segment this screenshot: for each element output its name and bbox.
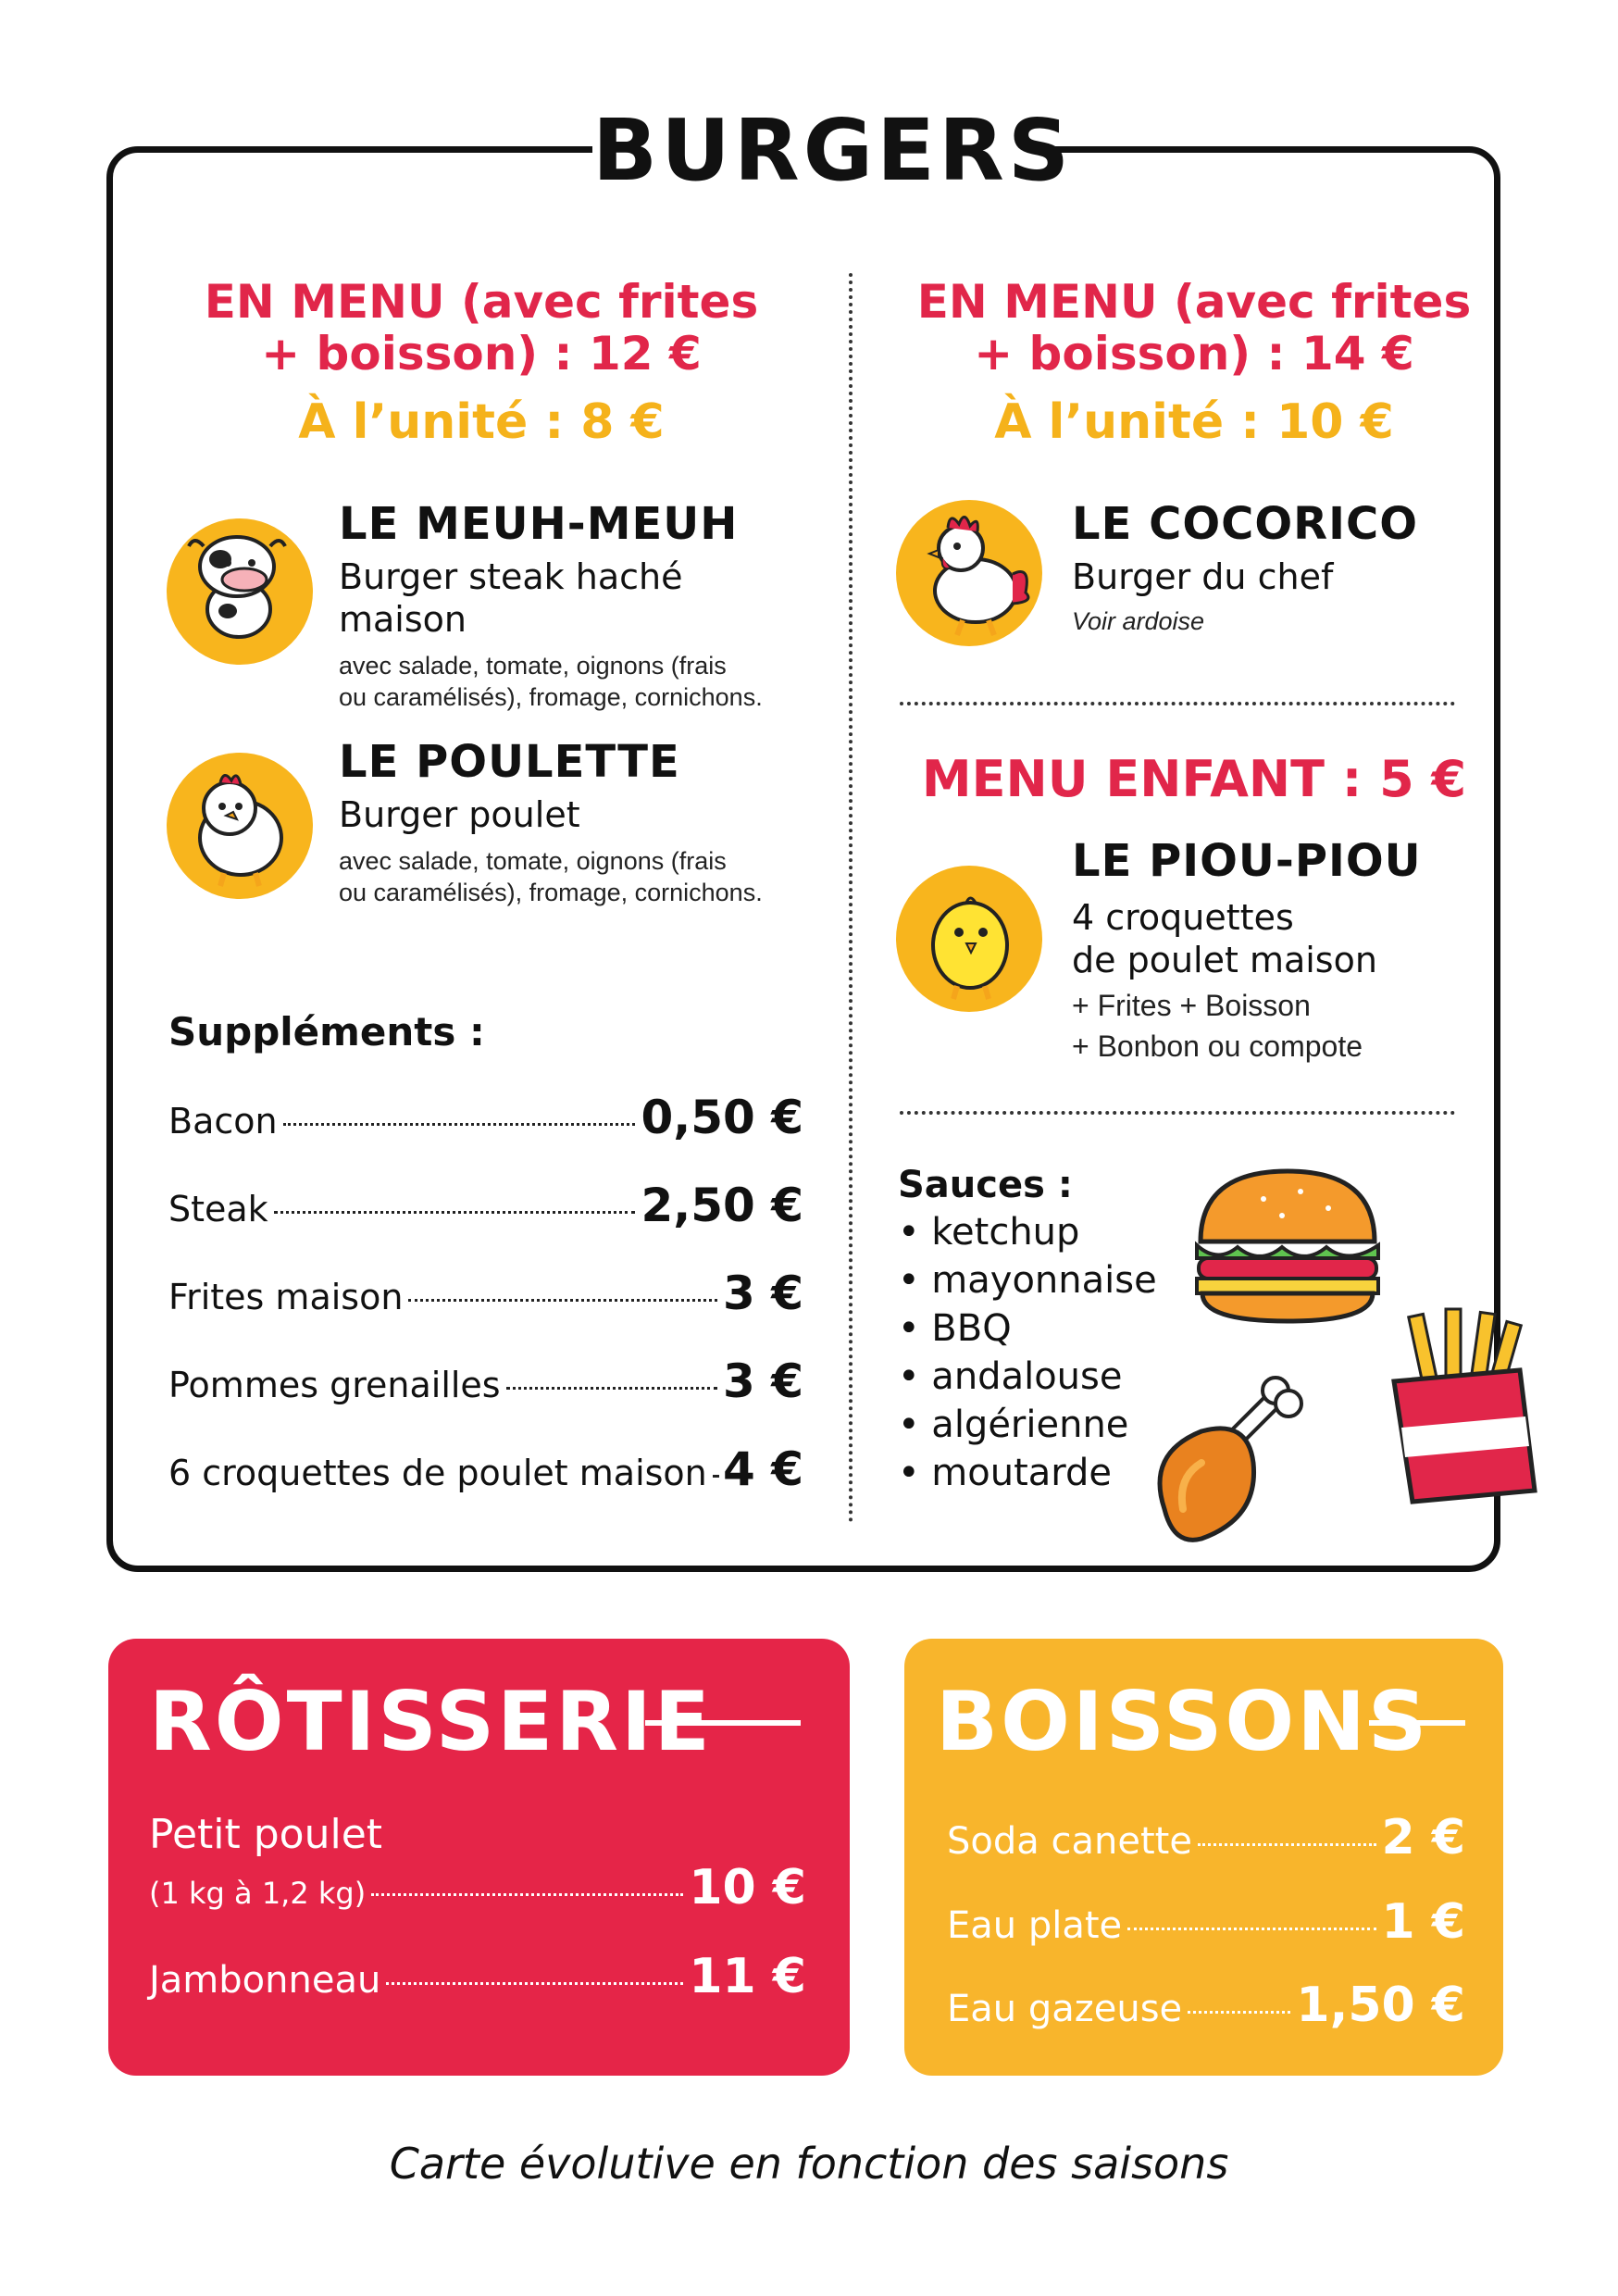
rotisserie-item-petit-poulet [149, 1810, 806, 1915]
supplement-row [168, 1179, 803, 1267]
rotisserie-box [108, 1639, 850, 2076]
dot-leader [386, 1982, 683, 1985]
hen-icon [167, 753, 313, 899]
drink-price: 1 € [1381, 1894, 1465, 1950]
drink-row [947, 1894, 1465, 1950]
item-title: LE COCORICO [1072, 498, 1418, 550]
menu-price-line1: EN MENU (avec frites [204, 275, 759, 329]
supplement-name: Frites maison [168, 1277, 404, 1317]
item-piou-piou [1072, 835, 1498, 1067]
drink-name: Eau gazeuse [947, 1988, 1183, 2030]
supplement-price: 0,50 € [641, 1091, 803, 1144]
unit-price: À l’unité : 10 € [994, 394, 1394, 450]
chick-icon [896, 866, 1042, 1012]
sauce-item: • BBQ [898, 1307, 1012, 1350]
supplement-row [168, 1354, 803, 1442]
footer-note: Carte évolutive en fonction des saisons [389, 2139, 1229, 2189]
item-name: Jambonneau [149, 1959, 381, 2002]
dot-leader [283, 1123, 636, 1126]
drink-name: Eau plate [947, 1904, 1123, 1947]
supplement-price: 4 € [723, 1442, 803, 1496]
drink-name: Soda canette [947, 1820, 1192, 1863]
section-separator [900, 702, 1455, 705]
menu-enfant-label: MENU ENFANT : 5 € [921, 750, 1467, 808]
dot-leader [713, 1475, 717, 1478]
drink-price: 2 € [1381, 1810, 1465, 1866]
burgers-title: BURGERS [592, 101, 1074, 200]
sauce-item: • andalouse [898, 1355, 1123, 1398]
boissons-title: BOISSONS [936, 1674, 1430, 1769]
item-cocorico [1072, 498, 1479, 636]
boissons-box [904, 1639, 1503, 2076]
sauce-item: • moutarde [898, 1452, 1113, 1494]
supplement-name: Pommes grenailles [168, 1365, 501, 1405]
fries-icon [1381, 1305, 1548, 1513]
section-separator [900, 1111, 1455, 1115]
supplements-list [168, 1091, 803, 1530]
item-poulette [339, 736, 820, 908]
item-line2: de poulet maison [1072, 940, 1377, 980]
right-menu-price [879, 276, 1509, 450]
supplement-row [168, 1267, 803, 1354]
item-name: Petit poulet [149, 1811, 383, 1858]
item-price: 10 € [689, 1860, 806, 1915]
sauce-item: • ketchup [898, 1211, 1080, 1254]
drink-row [947, 1810, 1465, 1866]
item-desc-line1: avec salade, tomate, oignons (frais [339, 847, 727, 875]
menu-price-line2: + boisson) : 12 € [261, 327, 702, 381]
column-divider [849, 273, 853, 1523]
drink-row [947, 1978, 1465, 2033]
item-extra2: + Bonbon ou compote [1072, 1029, 1363, 1063]
supplement-price: 2,50 € [641, 1179, 803, 1232]
item-row [149, 1860, 806, 1915]
sauce-item: • algérienne [898, 1404, 1129, 1446]
dot-leader [1188, 2011, 1290, 2014]
sauces-label: Sauces : [898, 1164, 1073, 1206]
rooster-icon [896, 500, 1042, 646]
unit-price: À l’unité : 8 € [298, 394, 665, 450]
dot-leader [1198, 1843, 1376, 1846]
supplement-price: 3 € [723, 1267, 803, 1320]
item-note: Voir ardoise [1072, 607, 1205, 635]
supplement-name: Steak [168, 1189, 268, 1229]
chicken-leg-icon [1137, 1370, 1322, 1559]
rotisserie-title: RÔTISSERIE [149, 1674, 713, 1769]
left-menu-price [167, 276, 796, 450]
rotisserie-item-jambonneau [149, 1949, 806, 2004]
title-rule [645, 1720, 801, 1726]
item-desc-line2: ou caramélisés), fromage, cornichons. [339, 879, 763, 906]
dot-leader [371, 1893, 683, 1896]
item-title: LE PIOU-PIOU [1072, 835, 1422, 887]
item-desc-line1: avec salade, tomate, oignons (frais [339, 652, 727, 680]
dot-leader [506, 1387, 717, 1390]
supplement-name: 6 croquettes de poulet maison [168, 1453, 707, 1493]
drink-price: 1,50 € [1296, 1978, 1465, 2033]
dot-leader [1127, 1928, 1375, 1930]
menu-price-line2: + boisson) : 14 € [974, 327, 1414, 381]
item-subtitle: Burger poulet [339, 794, 580, 835]
supplement-row [168, 1442, 803, 1530]
supplement-price: 3 € [723, 1354, 803, 1408]
dot-leader [408, 1299, 717, 1302]
supplement-name: Bacon [168, 1101, 278, 1142]
sauce-item: • mayonnaise [898, 1259, 1157, 1302]
item-subtitle: (1 kg à 1,2 kg) [149, 1876, 367, 1911]
item-desc-line2: ou caramélisés), fromage, cornichons. [339, 683, 763, 711]
cow-icon [167, 518, 313, 665]
supplement-row [168, 1091, 803, 1179]
item-title: LE POULETTE [339, 736, 680, 788]
item-title: LE MEUH-MEUH [339, 498, 739, 550]
burger-icon [1189, 1162, 1386, 1332]
menu-price-line1: EN MENU (avec frites [916, 275, 1472, 329]
item-line1: 4 croquettes [1072, 897, 1294, 938]
supplements-label: Suppléments : [168, 1009, 485, 1054]
item-extra1: + Frites + Boisson [1072, 989, 1311, 1022]
item-price: 11 € [689, 1949, 806, 2004]
dot-leader [274, 1211, 636, 1214]
title-rule [1369, 1720, 1465, 1726]
item-subtitle: Burger du chef [1072, 556, 1334, 597]
item-meuh-meuh [339, 498, 820, 713]
item-subtitle: Burger steak haché maison [339, 556, 683, 640]
